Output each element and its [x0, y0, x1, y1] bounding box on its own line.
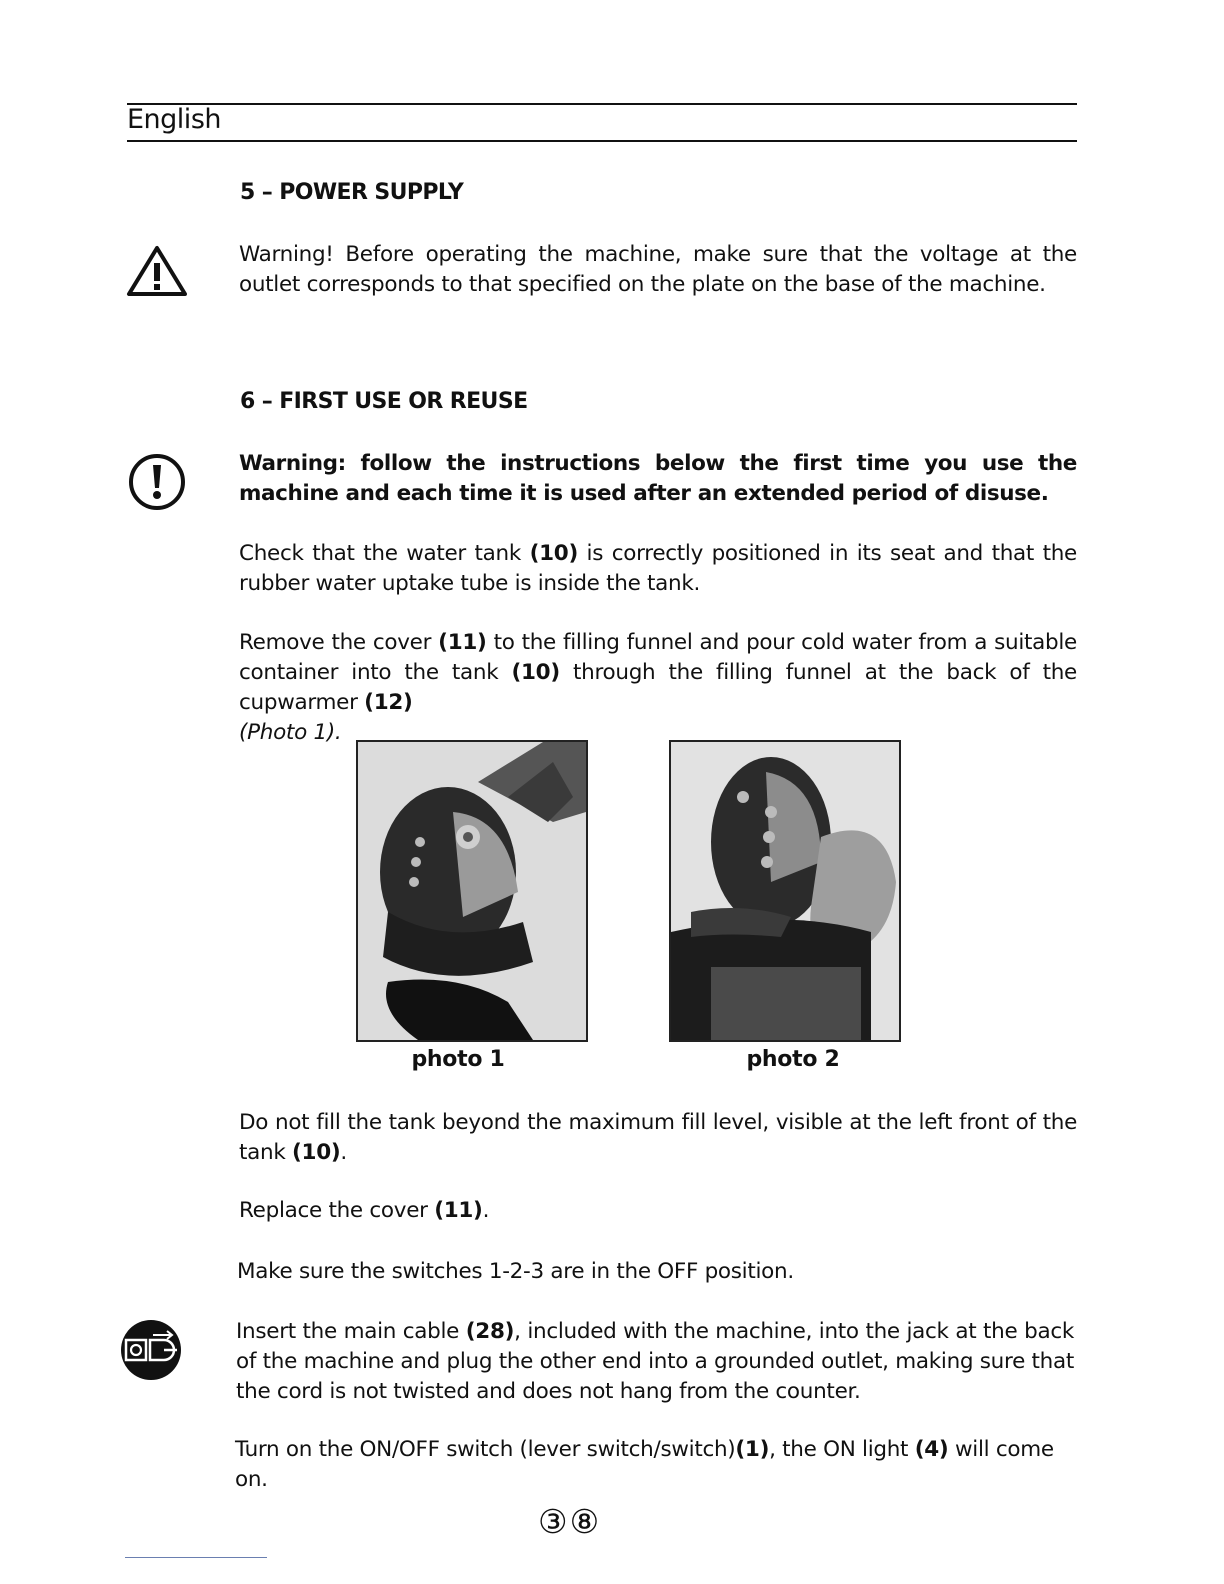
paragraph-switches-off: Make sure the switches 1-2-3 are in the OFF position. [237, 1259, 794, 1284]
header-bottom-rule [127, 140, 1077, 142]
photo-2 [669, 740, 901, 1042]
paragraph-check-tank: Check that the water tank (10) is correctly positioned in its seat and that the rubber water uptake tube is inside the tank. [239, 541, 1077, 596]
warning-triangle-icon [125, 244, 189, 298]
paragraph-max-fill: Do not fill the tank beyond the maximum fill level, visible at the left front of the tank (10). [239, 1110, 1077, 1165]
section-5-title: 5 – POWER SUPPLY [240, 180, 464, 205]
photo-2-caption: photo 2 [746, 1047, 840, 1072]
paragraph-turn-on: Turn on the ON/OFF switch (lever switch/switch)(1), the ON light (4) will come on. [235, 1437, 1054, 1492]
first-use-warning: Warning: follow the instructions below the first time you use the machine and each time it is used after an extended period of disuse. [239, 451, 1077, 506]
language-label: English [127, 104, 221, 135]
plug-socket-icon [120, 1319, 182, 1381]
paragraph-insert-cable: Insert the main cable (28), included with the machine, into the jack at the back of the machine and plug the other end into a grounded outlet, making sure that the cord is not twisted and does not hang from the counter. [236, 1319, 1074, 1404]
header-top-rule [127, 103, 1077, 105]
photo-1 [356, 740, 588, 1042]
exclamation-circle-icon [127, 452, 187, 512]
photo-2-image [671, 742, 899, 1040]
page-number: ③⑧ [538, 1502, 602, 1541]
power-supply-warning: Warning! Before operating the machine, make sure that the voltage at the outlet corresponds to that specified on the plate on the base of the machine. [239, 242, 1077, 297]
photo-1-caption: photo 1 [411, 1047, 505, 1072]
photo-1-image [358, 742, 586, 1040]
footer-line [125, 1557, 267, 1558]
section-6-title: 6 – FIRST USE OR REUSE [240, 389, 528, 414]
paragraph-replace-cover: Replace the cover (11). [239, 1198, 490, 1223]
paragraph-fill-tank: Remove the cover (11) to the filling funnel and pour cold water from a suitable container into the tank (10) through the filling funnel at the back of the cupwarmer (12) (Photo 1). [239, 630, 1077, 745]
